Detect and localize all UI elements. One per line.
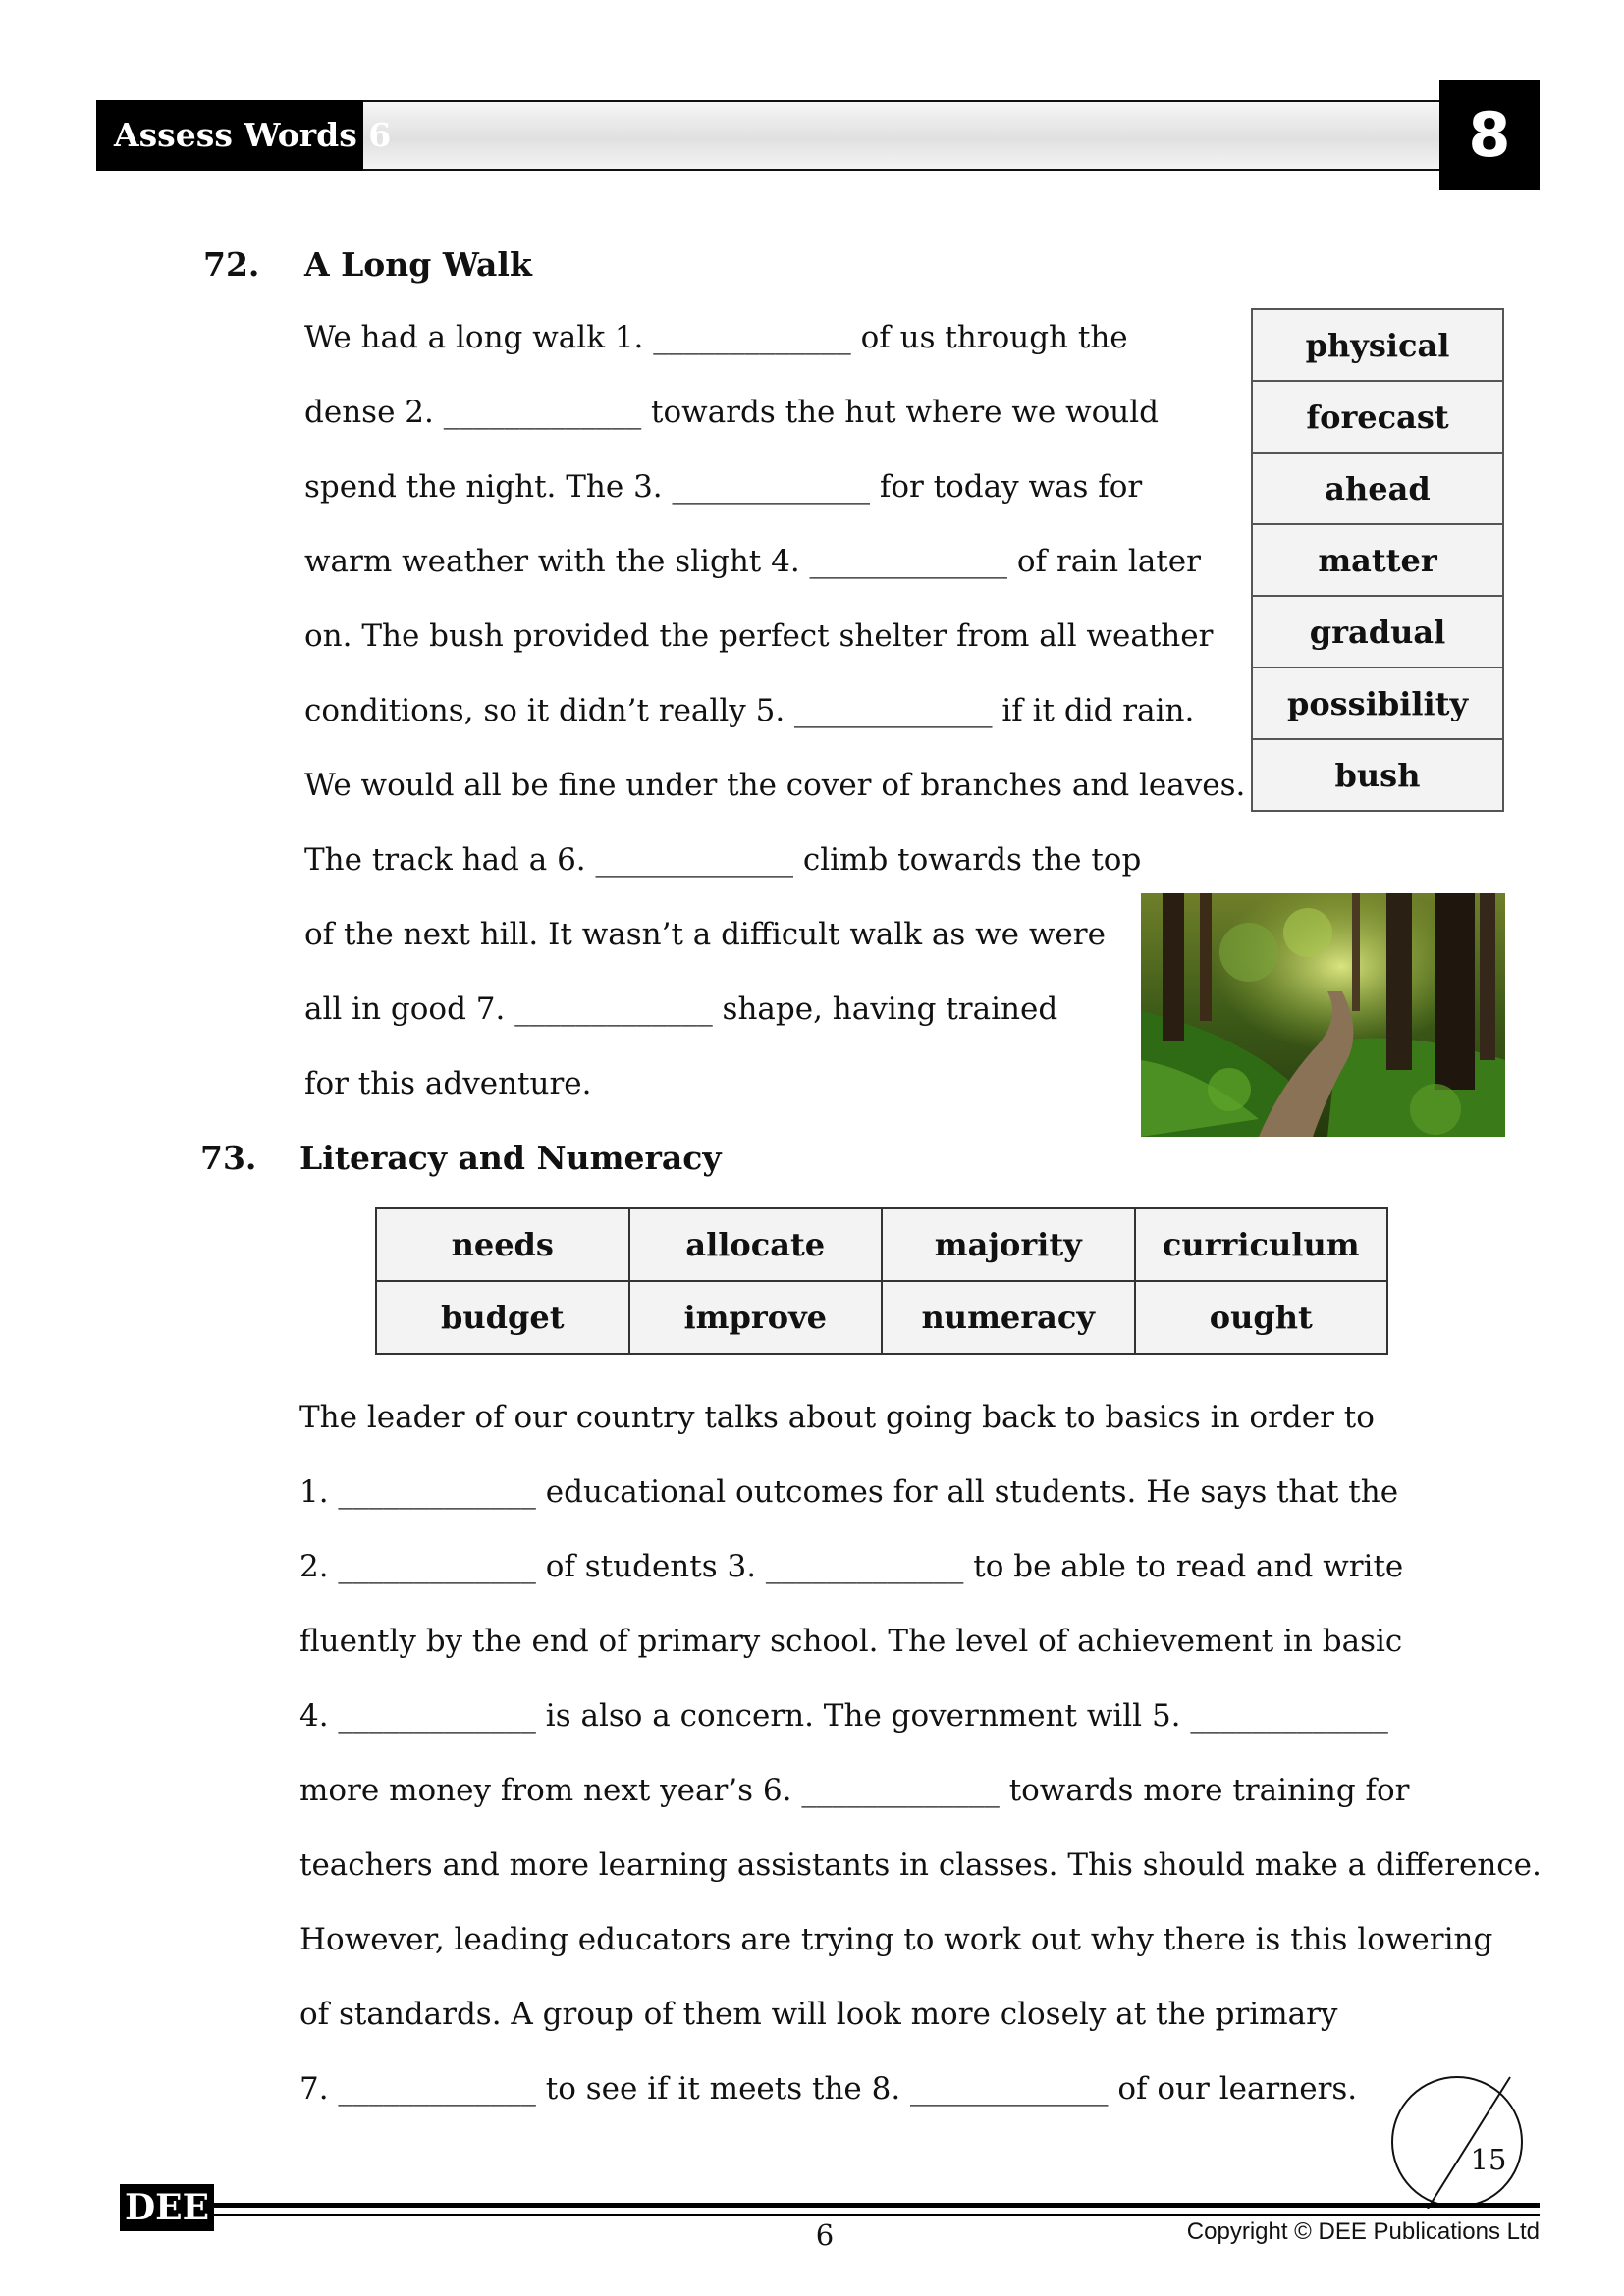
unit-number-badge: 8: [1439, 80, 1540, 190]
passage-line: of standards. A group of them will look more closely at the primary: [299, 1997, 1338, 2032]
passage-line: fluently by the end of primary school. The level of achievement in basic: [299, 1624, 1403, 1659]
question-72-word-box: [1251, 308, 1504, 812]
passage-line: more money from next year’s 6. _____________ towards more training for: [299, 1773, 1410, 1808]
word-table-cell: allocate: [629, 1208, 883, 1281]
page-number: 6: [815, 2218, 835, 2252]
word-box-item: forecast: [1252, 381, 1503, 453]
word-box-item: matter: [1252, 524, 1503, 596]
passage-line: We had a long walk 1. _____________ of us through the: [304, 320, 1128, 355]
word-table-cell: majority: [882, 1208, 1135, 1281]
score-circle: [1390, 2075, 1524, 2209]
header-title: Assess Words 6: [96, 100, 363, 171]
word-box-item: ahead: [1252, 453, 1503, 524]
copyright-notice: Copyright © DEE Publications Ltd: [1186, 2218, 1540, 2245]
passage-line: 2. _____________ of students 3. _____________ to be able to read and write: [299, 1549, 1404, 1584]
passage-line: dense 2. _____________ towards the hut where we would: [304, 395, 1159, 430]
word-box-item: gradual: [1252, 596, 1503, 667]
passage-line: We would all be fine under the cover of branches and leaves.: [304, 768, 1246, 803]
footer-rule-thin: [214, 2214, 1540, 2216]
word-table-cell: needs: [376, 1208, 629, 1281]
question-72-title: A Long Walk: [304, 245, 532, 284]
passage-line: for this adventure.: [304, 1066, 592, 1101]
word-box-item: physical: [1252, 309, 1503, 381]
passage-line: 4. _____________ is also a concern. The government will 5. _____________: [299, 1698, 1388, 1734]
word-box-item: bush: [1252, 739, 1503, 811]
word-table-cell: numeracy: [882, 1281, 1135, 1354]
passage-line: teachers and more learning assistants in classes. This should make a difference.: [299, 1847, 1542, 1883]
word-table-cell: improve: [629, 1281, 883, 1354]
score-total: 15: [1470, 2143, 1507, 2176]
word-table-cell: budget: [376, 1281, 629, 1354]
word-table-cell: ought: [1135, 1281, 1388, 1354]
forest-path-photo: [1141, 893, 1505, 1137]
question-72-passage: [304, 300, 1245, 1121]
publisher-logo: DEE: [120, 2184, 214, 2231]
passage-line: all in good 7. _____________ shape, having trained: [304, 991, 1058, 1027]
question-72-number: 72.: [203, 245, 260, 284]
passage-line: on. The bush provided the perfect shelter from all weather: [304, 618, 1214, 654]
question-73-passage: [299, 1380, 1542, 2126]
passage-line: The track had a 6. _____________ climb towards the top: [304, 842, 1142, 878]
passage-line: warm weather with the slight 4. _____________ of rain later: [304, 544, 1201, 579]
passage-line: 1. _____________ educational outcomes for all students. He says that the: [299, 1474, 1399, 1510]
question-73-word-table: [375, 1207, 1388, 1355]
question-73-number: 73.: [200, 1139, 257, 1177]
question-73-title: Literacy and Numeracy: [299, 1139, 722, 1177]
passage-line: of the next hill. It wasn’t a difficult walk as we were: [304, 917, 1106, 952]
passage-line: The leader of our country talks about going back to basics in order to: [299, 1400, 1375, 1435]
footer-rule: [214, 2203, 1540, 2208]
passage-line: conditions, so it didn’t really 5. _____________ if it did rain.: [304, 693, 1195, 728]
passage-line: spend the night. The 3. _____________ for today was for: [304, 469, 1143, 505]
passage-line: However, leading educators are trying to work out why there is this lowering: [299, 1922, 1493, 1957]
word-box-item: possibility: [1252, 667, 1503, 739]
word-table-cell: curriculum: [1135, 1208, 1388, 1281]
passage-line: 7. _____________ to see if it meets the 8. _____________ of our learners.: [299, 2071, 1358, 2107]
